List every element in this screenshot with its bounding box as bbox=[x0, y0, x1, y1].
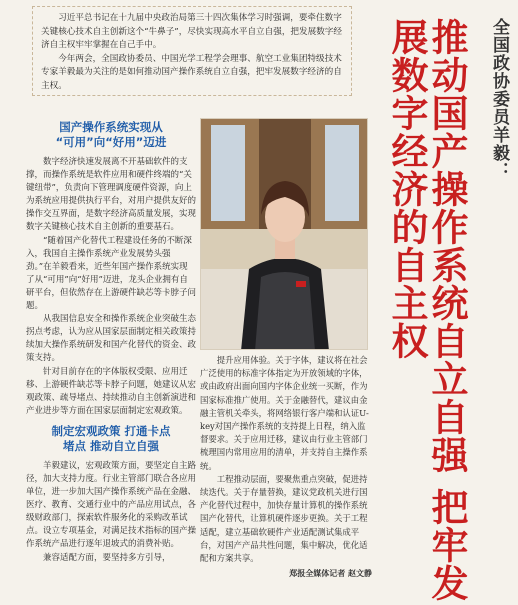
lead-box bbox=[32, 6, 352, 96]
section1-title-line1: 国产操作系统实现从 bbox=[59, 120, 163, 134]
headline-title: 推动国产操作系统自立自强 把牢发展数字经济的自主权 bbox=[385, 18, 468, 602]
section2-title-line2: 堵点 推动自立自强 bbox=[62, 438, 159, 453]
section2-title-line1: 制定宏观政策 打通卡点 bbox=[51, 423, 171, 438]
section1-title-line2: “可用”向“好用”迈进 bbox=[55, 135, 167, 149]
left-column bbox=[26, 118, 196, 565]
left-paragraph-5: 羊毅建议，宏观政策方面，要坚定自主路径，加大支持力度。行业主管部门联合各应用单位，进一步加大国产操作系统产品在金融、医疗、教育、交通行业中的产品应用试点，各级财政部门，探索软件服务化的采购改革试点。设立专项基金，对满足技术指标的国产操作系统产品进行逐年退坡式的消费补贴。 bbox=[26, 460, 197, 550]
portrait-photo bbox=[200, 118, 368, 350]
left-paragraph-1: 数字经济快速发展离不开基础软件的支撑，而操作系统是软件应用和硬件终端的“关键纽带”，负责向下管理调度硬件资源，向上为系统应用提供执行平台，对用户提供友好的操作交互界面，是数字经济高质量发展，实现数字关键核心技术自主创新的重要基石。 bbox=[26, 157, 197, 233]
right-column bbox=[200, 354, 372, 580]
left-paragraph-6: 兼容适配方面，要坚持多方引导， bbox=[43, 552, 171, 563]
left-paragraph-3: 从我国信息安全和操作系统企业突破生态拐点考虑，认为应从国家层面制定相关政策持续加大操作系统研发和国产化替代的资金、政策支持。 bbox=[26, 314, 197, 364]
left-paragraph-4: 针对目前存在的字体版权受限、应用迁移、上游硬件缺芯等卡脖子问题，她建议从宏观政策、疏导堵点、持续推动自主创新演进和产业进步等方面在国家层面制定宏观政策。 bbox=[26, 366, 197, 416]
lead-paragraph-1: 习近平总书记在十九届中央政治局第三十四次集体学习时强调，要牵住数字关键核心技术自主创新这个“牛鼻子”，尽快实现高水平自立自强，把发展数字经济自主权牢牢掌握在自己手中。 bbox=[41, 13, 342, 51]
right-paragraph-2: 工程推动层面，要聚焦重点突破，促进持续迭代。关于存量替换，建议党政机关进行国产化替代过程中，加快存量计算机的操作系统国产化替代，让算机硬件逐步更换。关于工程适配，建立基础软硬件产业适配测试集成平台，对国产产品共性问题，集中解决，优化适配和方案共享。 bbox=[200, 473, 368, 564]
section1-title bbox=[26, 120, 196, 150]
section2-title bbox=[26, 424, 196, 454]
portrait-illustration bbox=[201, 119, 368, 350]
pretitle: 全国政协委员羊毅： bbox=[489, 18, 509, 180]
left-paragraph-2: “随着国产化替代工程建设任务的不断深入，我国自主操作系统产业发展势头强劲。”在羊毅看来，近些年国产操作系统实现了从“可用”向“好用”迈进，龙头企业拥有自研平台，但依然存在上游硬件缺芯等卡脖子问题。 bbox=[26, 235, 197, 312]
lead-paragraph-2: 今年两会，全国政协委员、中国光学工程学会理事、航空工业集团特级技术专家羊毅最为关注的是如何推动国产操作系统自立自强，把牢发展数字经济的自主权。 bbox=[41, 53, 342, 91]
right-paragraph-1: 提升应用体验。关于字体，建议将在社会广泛使用的标准字体指定为开放领域的字体，或由政府出面向国内字体企业统一买断，作为国家标准推广使用。关于金融替代，建议由金融主管机关牵头，将网络银行客户端和认证U-key对国产操作系统的支持提上日程，纳入监督要求。关于应用迁移，建议由行业主管部门梳理国内常用应用的清单，并支持自主操作系统。 bbox=[200, 355, 369, 471]
byline: 郑报全媒体记者 赵文静 bbox=[289, 569, 372, 579]
